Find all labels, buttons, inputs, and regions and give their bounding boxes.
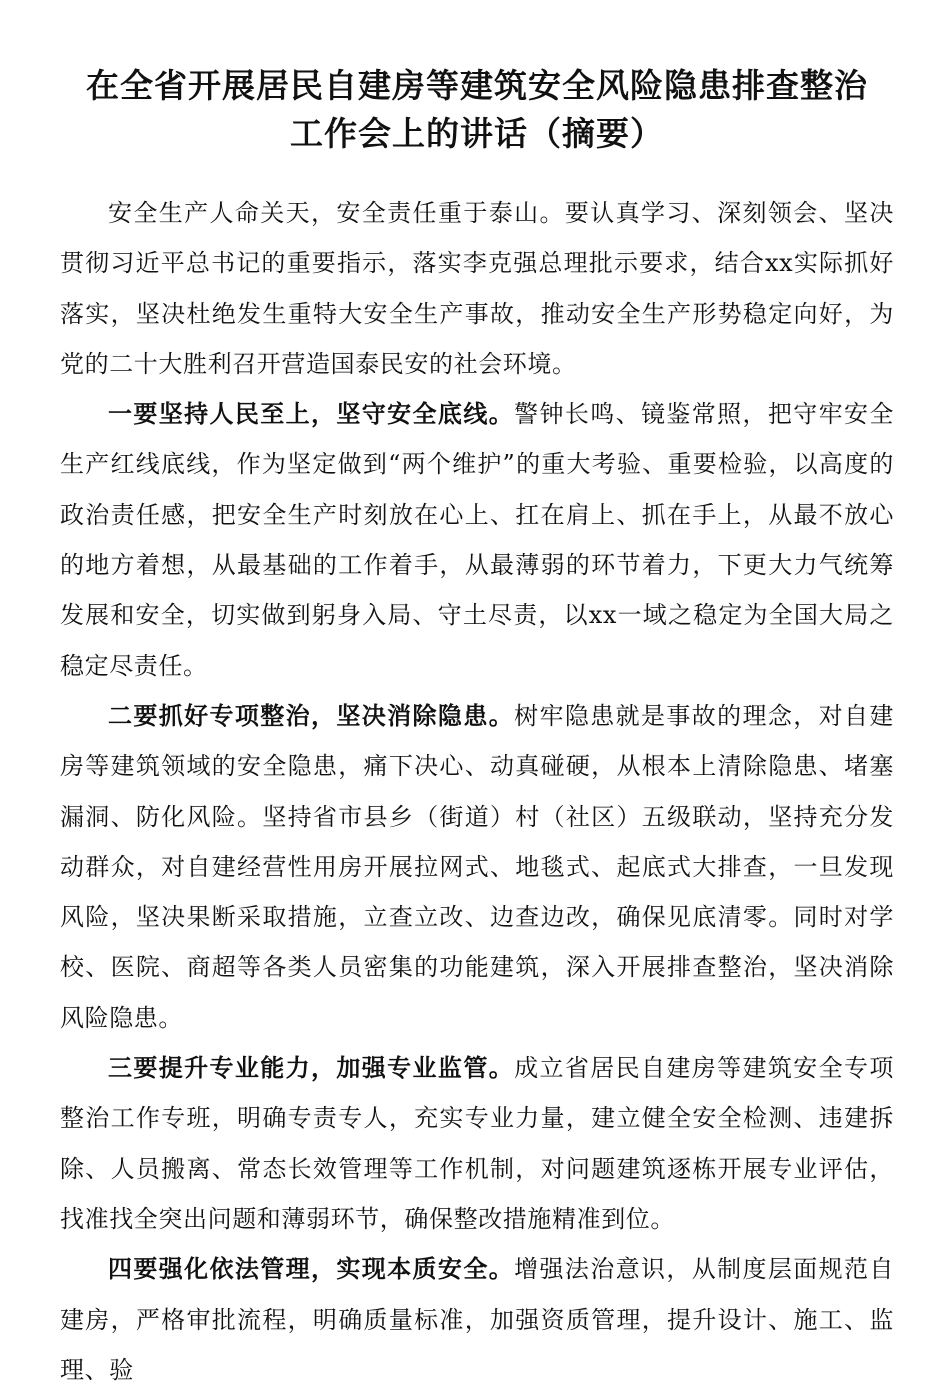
document-title	[60, 62, 894, 158]
paragraph-point-1	[60, 389, 894, 691]
title-line-1: 在全省开展居民自建房等建筑安全风险隐患排查整治	[86, 66, 868, 105]
title-line-2: 工作会上的讲话（摘要）	[290, 114, 664, 153]
paragraph-point-3	[60, 1043, 894, 1244]
paragraph-point-4	[60, 1244, 894, 1395]
paragraph-text: 增强法治意识，从制度层面规范自建房，严格审批流程，明确质量标准，加强资质管理，提升设计、施工、监理、验	[60, 1255, 894, 1384]
paragraph-text: 成立省居民自建房等建筑安全专项整治工作专班，明确专责专人，充实专业力量，建立健全安全检测、违建拆除、人员搬离、常态长效管理等工作机制，对问题建筑逐栋开展专业评估，找准找全突出问题和薄弱环节，确保整改措施精准到位。	[60, 1054, 894, 1233]
paragraph-text: 安全生产人命关天，安全责任重于泰山。要认真学习、深刻领会、坚决贯彻习近平总书记的重要指示，落实李克强总理批示要求，结合xx实际抓好落实，坚决杜绝发生重特大安全生产事故，推动安全生产形势稳定向好，为党的二十大胜利召开营造国泰民安的社会环境。	[60, 199, 894, 378]
paragraph-lead: 四要强化依法管理，实现本质安全。	[108, 1254, 515, 1284]
paragraph-point-2	[60, 691, 894, 1043]
paragraph-lead: 三要提升专业能力，加强专业监管。	[108, 1053, 515, 1083]
paragraph-intro	[60, 188, 894, 389]
paragraph-text: 警钟长鸣、镜鉴常照，把守牢安全生产红线底线，作为坚定做到“两个维护”的重大考验、重要检验，以高度的政治责任感，把安全生产时刻放在心上、扛在肩上、抓在手上，从最不放心的地方着想，从最基础的工作着手，从最薄弱的环节着力，下更大力气统筹发展和安全，切实做到躬身入局、守土尽责，以xx一域之稳定为全国大局之稳定尽责任。	[60, 400, 894, 680]
paragraph-text: 树牢隐患就是事故的理念，对自建房等建筑领域的安全隐患，痛下决心、动真碰硬，从根本上清除隐患、堵塞漏洞、防化风险。坚持省市县乡（街道）村（社区）五级联动，坚持充分发动群众，对自建经营性用房开展拉网式、地毯式、起底式大排查，一旦发现风险，坚决果断采取措施，立查立改、边查边改，确保见底清零。同时对学校、医院、商超等各类人员密集的功能建筑，深入开展排查整治，坚决消除风险隐患。	[60, 701, 894, 1032]
paragraph-lead: 一要坚持人民至上，坚守安全底线。	[108, 399, 515, 429]
paragraph-lead: 二要抓好专项整治，坚决消除隐患。	[108, 700, 515, 730]
